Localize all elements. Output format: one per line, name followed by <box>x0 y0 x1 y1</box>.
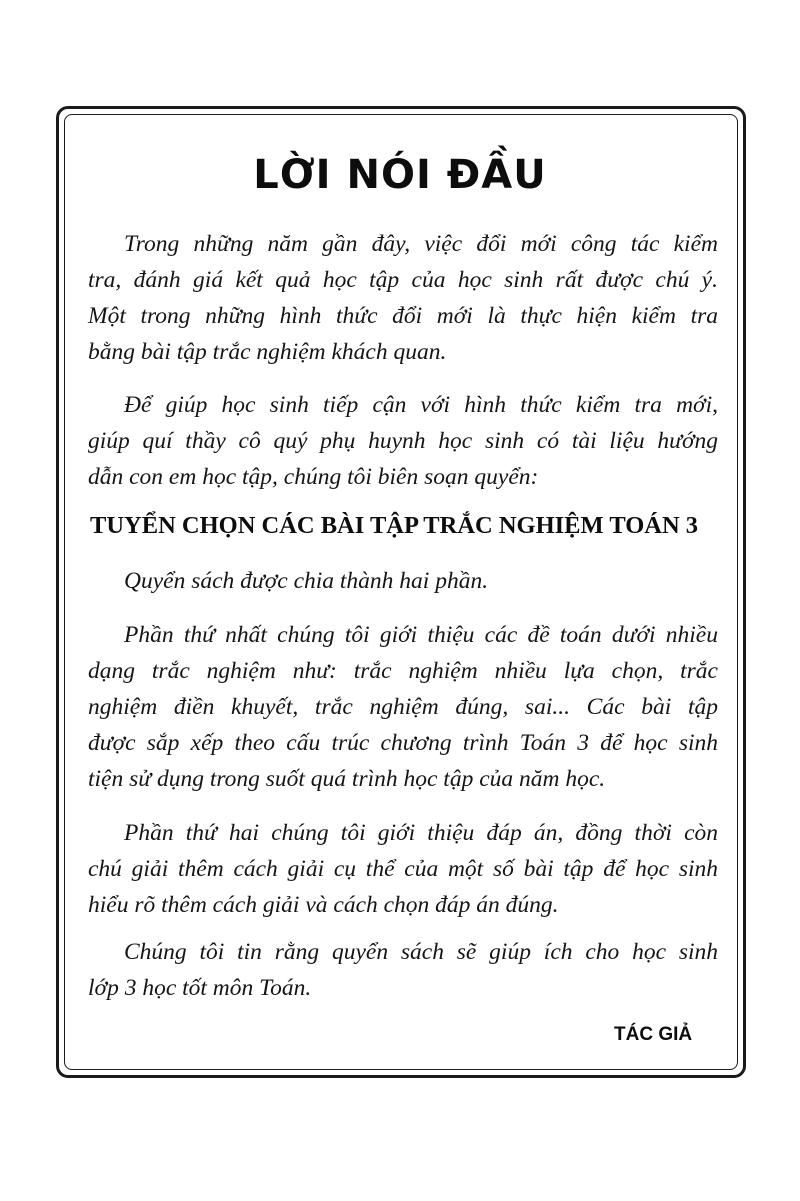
paragraph-line: được sắp xếp theo cấu trúc chương trình Toán 3 để học sinh <box>88 730 718 756</box>
paragraph-line: bằng bài tập trắc nghiệm khách quan. <box>88 339 447 365</box>
paragraph-line: Quyển sách được chia thành hai phần. <box>124 568 489 594</box>
paragraph-line: Trong những năm gần đây, việc đổi mới công tác kiểm <box>124 231 718 257</box>
author-signature: TÁC GIẢ <box>614 1024 693 1045</box>
book-title: TUYỂN CHỌN CÁC BÀI TẬP TRẮC NGHIỆM TOÁN 3 <box>90 512 699 539</box>
paragraph-closing <box>88 934 718 1006</box>
paragraph-line: hiểu rõ thêm cách giải và cách chọn đáp án đúng. <box>88 892 559 918</box>
paragraph-intro <box>88 226 718 370</box>
paragraph-structure <box>88 563 718 599</box>
paragraph-line: tiện sử dụng trong suốt quá trình học tập của năm học. <box>88 766 606 792</box>
paragraph-line: nghiệm điền khuyết, trắc nghiệm đúng, sai... Các bài tập <box>88 694 718 720</box>
paragraph-line: Để giúp học sinh tiếp cận với hình thức kiểm tra mới, <box>124 392 718 418</box>
paragraph-purpose <box>88 387 718 495</box>
paragraph-line: Chúng tôi tin rằng quyển sách sẽ giúp ích cho học sinh <box>124 939 718 965</box>
paragraph-line: tra, đánh giá kết quả học tập của học sinh rất được chú ý. <box>88 267 718 293</box>
paragraph-line: Phần thứ nhất chúng tôi giới thiệu các đề toán dưới nhiều <box>124 622 718 648</box>
paragraph-line: chú giải thêm cách giải cụ thể của một số bài tập để học sinh <box>88 856 718 882</box>
paragraph-line: dạng trắc nghiệm như: trắc nghiệm nhiều lựa chọn, trắc <box>88 658 718 684</box>
paragraph-line: dẫn con em học tập, chúng tôi biên soạn quyển: <box>88 464 539 490</box>
paragraph-line: Một trong những hình thức đổi mới là thực hiện kiểm tra <box>88 303 718 329</box>
paragraph-line: giúp quí thầy cô quý phụ huynh học sinh có tài liệu hướng <box>88 428 718 454</box>
paragraph-line: lớp 3 học tốt môn Toán. <box>88 975 312 1001</box>
paragraph-line: Phần thứ hai chúng tôi giới thiệu đáp án, đồng thời còn <box>124 820 718 846</box>
page-title: LỜI NÓI ĐẦU <box>253 152 547 198</box>
paragraph-part-one <box>88 617 718 797</box>
paragraph-part-two <box>88 815 718 923</box>
